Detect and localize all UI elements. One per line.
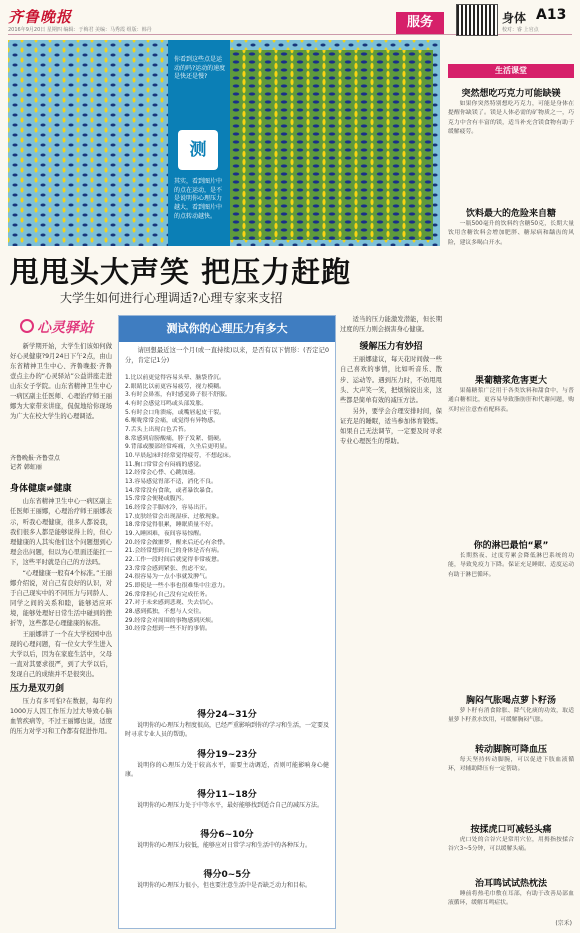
dateline: 2016年9月20日 星期四 编辑：于梅君 美编：马秀霞 组版：韩丹 [8, 27, 152, 33]
test-item: 22.工作一段时间后就觉得非常疲惫。 [125, 557, 223, 564]
test-item: 30.经常会想到一些不好的事情。 [125, 626, 211, 633]
sidebar-heading: 按揉虎口可减轻头痛 [470, 825, 552, 835]
headline: 甩甩头大声笑 把压力赶跑 [10, 255, 352, 289]
sidebar-heading: 治耳鸣试试热枕法 [474, 879, 547, 889]
score-range-6-10: 得分6~10分 [200, 830, 254, 840]
test-item: 27.对于未来感到悲观、失去信心。 [125, 600, 217, 607]
sidebar-heading: 胸闷气胀喝点萝卜籽汤 [465, 696, 556, 706]
test-item-list [125, 374, 329, 634]
paragraph: 王丽娜建议，每天花时间做一些自己喜欢的事情，比如听音乐、散步、运动等。遇到压力时，不妨甩甩头、大声笑一笑，把烦恼说出来，这些都是简单有效的减压方法。 [340, 356, 442, 404]
sidebar-text: 虎口处的合谷穴是常用穴位，用拇指按揉合谷穴3~5分钟，可以缓解头痛。 [448, 837, 574, 853]
test-item: 25.即使是一些小事也很难集中注意力。 [125, 583, 229, 590]
illusion-question: 你看到这些点是运动的吗?运动的速度是快还是慢? [174, 56, 226, 81]
illusion-answer: 其实，看到图片中的点在运动，是不是说明你心理压力越大，看到图片中的点转动越快。 [174, 178, 223, 220]
test-item: 5.有时会口角溃疡，或嘴唇起皮干裂。 [125, 409, 225, 416]
test-item: 19.入睡困难，夜间容易惊醒。 [125, 531, 206, 538]
score-range-19-23: 得分19~23分 [197, 750, 257, 760]
test-item: 11.胸口常常会有闷痛的感觉。 [125, 461, 206, 468]
test-item: 21.会经常想到自己的身体是否有病。 [125, 548, 223, 555]
optical-illusion-image [8, 40, 440, 246]
test-item: 12.经常会心悸、心跳加速。 [125, 470, 200, 477]
article-intro: 新学期开始，大学生们该如何做好心灵健康?9月24日下午2点，由山东省精神卫生中心、齐鲁晚报·齐鲁壹点主办的“心灵驿站”公益讲座走进山东女子学院。山东省精神卫生中心一病区副主任医师、心理治疗师王丽娜为大家带来讲座，侃侃地给你现场为广大在校大学生的心理调适。 [10, 343, 112, 421]
service-section-tab: 服务 [396, 12, 444, 34]
test-item: 20.经常会做噩梦，醒来后还心有余悸。 [125, 539, 229, 546]
test-item: 8.常感到肩膀酸痛，脖子发紧、僵硬。 [125, 435, 225, 442]
test-item: 1.比以前更觉得容易头晕、脑袋昏沉。 [125, 375, 225, 381]
sidebar-heading: 饮料最大的危险来自糖 [465, 209, 556, 219]
test-title: 测试你的心理压力有多大 [119, 316, 335, 342]
test-item: 4.有时会感觉耳鸣或头部发胀。 [125, 401, 208, 408]
article-column-3 [340, 340, 442, 448]
masthead-logo: 齐鲁晚报 [8, 8, 73, 26]
score-text-6-10: 说明你的心理压力较低，能够应对日常学习和生活中的各种压力。 [137, 842, 312, 849]
test-item: 29.经常会对周围的事物感到厌烦。 [125, 617, 217, 624]
illusion-pattern-right [228, 50, 433, 240]
sidebar-tab: 生活课堂 [448, 64, 574, 78]
editors-line: 校对：睿 上官点 [502, 27, 539, 33]
article-column-1 [10, 482, 112, 738]
test-item: 28.感到孤独，不想与人交往。 [125, 609, 206, 616]
sidebar-text: 果葡糖浆广泛用于各类饮料和甜食中，与普通白糖相比，更容易导致脂肪肝和代谢问题，购买时应注意查看配料表。 [448, 388, 574, 413]
test-logo-icon: 测 [178, 130, 218, 170]
score-range-11-18: 得分11~18分 [197, 790, 257, 800]
column-3-lead: 适当的压力能激发潜能，但长期过度的压力则会损害身心健康。 [340, 316, 442, 334]
test-item: 10.早晨起床时经常觉得疲劳，不想起床。 [125, 453, 235, 460]
score-text-19-23: 说明你的心理压力处于较高水平，需要主动调适，否则可能影响身心健康。 [125, 762, 329, 779]
sidebar-heading: 突然想吃巧克力可能缺镁 [461, 89, 561, 99]
test-item: 14.常常没有食欲，或者暴饮暴食。 [125, 487, 217, 494]
test-item: 16.经常会手脚冰冷，容易出汗。 [125, 505, 211, 512]
life-class-sidebar [448, 40, 574, 930]
score-range-0-5: 得分0~5分 [203, 870, 251, 880]
sidebar-text: 睡前将热毛巾敷在耳部，有助于改善局部血液循环，缓解耳鸣症状。 [448, 891, 574, 907]
test-intro: 请回想最近这一个月(或一直持续)以来，是否有以下情形：(否定记0分，肯定记1分) [125, 347, 329, 365]
paragraph: 另外，要学会合理安排时间，保证充足的睡眠，适当参加体育锻炼。如果自己无法调节，一定要及时寻求专业心理医生的帮助。 [340, 407, 442, 445]
byline [10, 454, 60, 472]
score-range-24-31: 得分24~31分 [197, 710, 257, 720]
paragraph: 压力有多可怕?在数据，每年约1000万人因工作压力过大导致心脑血管疾病等，不过王丽娜也说，适度的压力对学习和工作都有促进作用。 [10, 697, 112, 736]
sidebar-text: 每天坚持转动脚腕，可以促进下肢血液循环，对辅助降压有一定帮助。 [448, 757, 574, 773]
section-name: 身体 [502, 11, 527, 25]
test-item: 6.喉咙常常会痛，或觉得有异物感。 [125, 418, 219, 425]
subtitle-health: 身体健康≠健康 [10, 484, 72, 494]
test-item: 24.很容易为一点小事就发脾气。 [125, 574, 211, 581]
test-item: 15.常常会便秘或腹泻。 [125, 496, 188, 503]
test-item: 23.常常会感到紧张、焦虑不安。 [125, 565, 211, 572]
page-number: A13 [536, 7, 567, 23]
subtitle-tips: 缓解压力有妙招 [359, 342, 423, 352]
column-logo: 心灵驿站 [20, 317, 93, 337]
test-item: 17.皮肤经常会出现湿疹、过敏现象。 [125, 513, 223, 520]
test-item: 9.背部或腰部经常疼痛，久坐后更明显。 [125, 444, 231, 451]
subtitle-pressure: 压力是双刃剑 [10, 683, 65, 694]
byline-outlet: 齐鲁晚报·齐鲁壹点 [10, 455, 60, 462]
paragraph: 王丽娜讲了一个在大学校园中出现的心理问题，有一位女大学生进入大学以后，因为在家庭生活中，父母一直对其要求很严，到了大学以后，发现自己的成绩并不是很突出。 [10, 631, 112, 679]
qr-code-icon [456, 4, 498, 36]
score-text-11-18: 说明你的心理压力处于中等水平，最好能够找到适合自己的减压方法。 [137, 802, 324, 809]
test-item: 7.舌头上出现白色舌苔。 [125, 427, 190, 434]
sidebar-text: 长期熬夜、过度劳累会降低淋巴系统的功能，导致免疫力下降。保证充足睡眠、适度运动有助于淋巴循环。 [448, 553, 574, 578]
test-item: 13.容易感觉胃部不适，消化不良。 [125, 479, 217, 486]
test-item: 26.常常担心自己没有完成任务。 [125, 591, 211, 598]
sidebar-heading: 转动脚腕可降血压 [474, 745, 547, 755]
score-text-0-5: 说明你的心理压力很小，但也要注意生活中是否缺乏动力和目标。 [137, 882, 312, 889]
test-item: 18.常常觉得很累，睡眠质量不好。 [125, 522, 217, 529]
sidebar-text: 一瓶500毫升的饮料约含糖50克，长期大量饮用含糖饮料会增加肥胖、糖尿病和龋齿的风险，建议多喝白开水。 [448, 221, 574, 246]
sidebar-text: 萝卜籽有消食除胀、降气化痰的功效，取适量萝卜籽煮水饮用，可缓解胸闷气胀。 [448, 708, 574, 724]
score-text-24-31: 说明你的心理压力程度很高，已经严重影响到你的学习和生活，一定要及时寻求专业人员的帮助。 [125, 722, 330, 739]
byline-reporter: 记者 韩虹丽 [10, 464, 42, 471]
test-item: 2.眼睛比以前更容易疲劳，视力模糊。 [125, 383, 225, 390]
sidebar-text: 如果你突然特别想吃巧克力，可能是身体在提醒你缺镁了。镁是人体必需的矿物质之一，巧克力中含有丰富的镁，适当补充含镁食物有助于缓解疲劳。 [448, 101, 574, 135]
subheadline: 大学生如何进行心理调适?心理专家来支招 [60, 291, 283, 305]
source-credit: (宗禾) [555, 920, 572, 927]
stress-test-box [118, 315, 336, 929]
sidebar-heading: 果葡糖浆危害更大 [474, 376, 547, 386]
test-item: 3.有时会鼻塞，有时感觉鼻子很不舒服。 [125, 392, 231, 399]
paragraph: “心理健康一般有4个标准。”王丽娜介绍说，对自己有良好的认识，对于自己现实中的不同压力与同龄人、同学之间的关系和睦，能够适应环境，能够处理好日常生活中碰到的挫折等，这些都是心理健康的标准。 [10, 569, 112, 628]
paragraph: 山东省精神卫生中心一病区副主任医师王丽娜，心理治疗师王丽娜表示，听我心理健康，很多人都说我，我们很多人都是能够说得上的，但心理健康的人其实他们这个问题想到心理会出问题，但以为心里面还能扛一下，这些平时就是自己的方法吗。 [10, 498, 112, 566]
sidebar-heading: 你的淋巴最怕“累” [473, 541, 549, 551]
